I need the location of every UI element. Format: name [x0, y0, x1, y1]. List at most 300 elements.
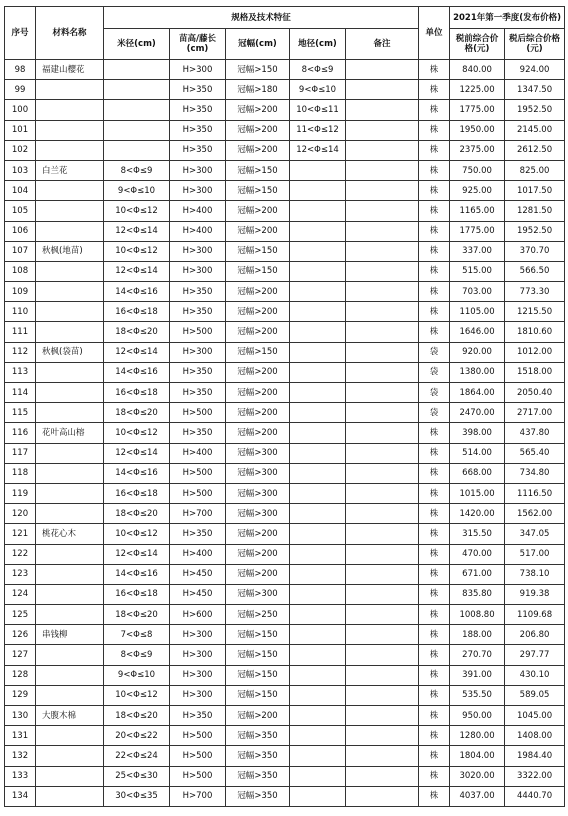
cell-seq: 115: [5, 403, 36, 423]
cell-unit: 株: [419, 665, 450, 685]
cell-name: [36, 544, 104, 564]
cell-pre-tax-price: 1950.00: [450, 120, 505, 140]
cell-pre-tax-price: 1864.00: [450, 383, 505, 403]
cell-seq: 130: [5, 706, 36, 726]
cell-crown: 冠幅>200: [226, 544, 290, 564]
cell-unit: 株: [419, 120, 450, 140]
cell-post-tax-price: 1810.60: [505, 322, 565, 342]
cell-name: [36, 120, 104, 140]
table-row: [5, 685, 565, 705]
table-row: [5, 786, 565, 806]
cell-remark: [346, 362, 419, 382]
cell-rice-diameter: [104, 120, 170, 140]
cell-seq: 100: [5, 100, 36, 120]
cell-name: [36, 181, 104, 201]
header-pre-tax: 税前综合价格(元): [450, 29, 505, 60]
cell-name: 秋枫(地苗): [36, 241, 104, 261]
cell-ground-diameter: [290, 746, 346, 766]
cell-remark: [346, 201, 419, 221]
cell-remark: [346, 605, 419, 625]
cell-ground-diameter: [290, 383, 346, 403]
table-row: [5, 524, 565, 544]
cell-crown: 冠幅>150: [226, 625, 290, 645]
cell-post-tax-price: 1116.50: [505, 483, 565, 503]
cell-rice-diameter: 18<Φ≤20: [104, 605, 170, 625]
cell-ground-diameter: [290, 160, 346, 180]
table-row: [5, 423, 565, 443]
cell-remark: [346, 766, 419, 786]
cell-crown: 冠幅>180: [226, 80, 290, 100]
price-table-container: [4, 6, 564, 807]
cell-unit: 株: [419, 302, 450, 322]
cell-seq: 98: [5, 60, 36, 80]
header-rice-diameter: 米径(cm): [104, 29, 170, 60]
cell-unit: 株: [419, 706, 450, 726]
cell-unit: 株: [419, 645, 450, 665]
cell-crown: 冠幅>300: [226, 483, 290, 503]
cell-unit: 株: [419, 160, 450, 180]
cell-rice-diameter: 14<Φ≤16: [104, 282, 170, 302]
cell-height: H>350: [170, 524, 226, 544]
cell-unit: 株: [419, 322, 450, 342]
cell-ground-diameter: [290, 201, 346, 221]
cell-name: 串钱柳: [36, 625, 104, 645]
cell-seq: 111: [5, 322, 36, 342]
table-row: [5, 504, 565, 524]
cell-ground-diameter: 12<Φ≤14: [290, 140, 346, 160]
cell-height: H>500: [170, 403, 226, 423]
cell-name: [36, 645, 104, 665]
cell-post-tax-price: 437.80: [505, 423, 565, 443]
cell-unit: 株: [419, 181, 450, 201]
cell-seq: 108: [5, 261, 36, 281]
header-period: 2021年第一季度(发布价格): [450, 7, 565, 29]
cell-post-tax-price: 370.70: [505, 241, 565, 261]
cell-seq: 119: [5, 483, 36, 503]
cell-rice-diameter: 18<Φ≤20: [104, 403, 170, 423]
cell-unit: 株: [419, 544, 450, 564]
cell-name: [36, 383, 104, 403]
cell-pre-tax-price: 1420.00: [450, 504, 505, 524]
table-row: [5, 766, 565, 786]
cell-name: [36, 766, 104, 786]
cell-post-tax-price: 1215.50: [505, 302, 565, 322]
cell-crown: 冠幅>200: [226, 362, 290, 382]
cell-rice-diameter: 14<Φ≤16: [104, 463, 170, 483]
cell-unit: 株: [419, 605, 450, 625]
table-row: [5, 261, 565, 281]
cell-ground-diameter: [290, 766, 346, 786]
cell-ground-diameter: [290, 261, 346, 281]
cell-ground-diameter: [290, 181, 346, 201]
cell-rice-diameter: 9<Φ≤10: [104, 181, 170, 201]
cell-crown: 冠幅>150: [226, 160, 290, 180]
cell-unit: 株: [419, 584, 450, 604]
cell-rice-diameter: 7<Φ≤8: [104, 625, 170, 645]
cell-crown: 冠幅>150: [226, 241, 290, 261]
cell-remark: [346, 584, 419, 604]
cell-rice-diameter: 16<Φ≤18: [104, 483, 170, 503]
cell-remark: [346, 544, 419, 564]
cell-remark: [346, 625, 419, 645]
cell-unit: 株: [419, 726, 450, 746]
cell-post-tax-price: 1017.50: [505, 181, 565, 201]
table-row: [5, 241, 565, 261]
cell-seq: 101: [5, 120, 36, 140]
cell-height: H>350: [170, 706, 226, 726]
cell-name: [36, 443, 104, 463]
cell-name: [36, 463, 104, 483]
cell-seq: 116: [5, 423, 36, 443]
cell-height: H>350: [170, 383, 226, 403]
cell-height: H>350: [170, 80, 226, 100]
cell-crown: 冠幅>350: [226, 786, 290, 806]
cell-seq: 103: [5, 160, 36, 180]
cell-unit: 株: [419, 282, 450, 302]
cell-ground-diameter: [290, 463, 346, 483]
table-row: [5, 181, 565, 201]
cell-crown: 冠幅>150: [226, 645, 290, 665]
cell-ground-diameter: [290, 221, 346, 241]
cell-rice-diameter: 8<Φ≤9: [104, 160, 170, 180]
cell-unit: 株: [419, 483, 450, 503]
cell-pre-tax-price: 750.00: [450, 160, 505, 180]
cell-rice-diameter: 12<Φ≤14: [104, 261, 170, 281]
cell-post-tax-price: 734.80: [505, 463, 565, 483]
cell-post-tax-price: 1045.00: [505, 706, 565, 726]
cell-remark: [346, 282, 419, 302]
cell-crown: 冠幅>200: [226, 302, 290, 322]
cell-remark: [346, 383, 419, 403]
cell-height: H>500: [170, 463, 226, 483]
cell-post-tax-price: 347.05: [505, 524, 565, 544]
cell-seq: 123: [5, 564, 36, 584]
cell-seq: 120: [5, 504, 36, 524]
cell-unit: 袋: [419, 383, 450, 403]
cell-post-tax-price: 1518.00: [505, 362, 565, 382]
cell-crown: 冠幅>200: [226, 201, 290, 221]
table-row: [5, 483, 565, 503]
cell-remark: [346, 160, 419, 180]
cell-height: H>300: [170, 625, 226, 645]
cell-post-tax-price: 1109.68: [505, 605, 565, 625]
cell-name: 秋枫(袋苗): [36, 342, 104, 362]
cell-height: H>350: [170, 120, 226, 140]
cell-unit: 株: [419, 60, 450, 80]
cell-crown: 冠幅>200: [226, 524, 290, 544]
cell-ground-diameter: [290, 322, 346, 342]
cell-crown: 冠幅>300: [226, 504, 290, 524]
table-row: [5, 383, 565, 403]
cell-seq: 128: [5, 665, 36, 685]
table-row: [5, 302, 565, 322]
cell-ground-diameter: [290, 544, 346, 564]
cell-unit: 袋: [419, 403, 450, 423]
cell-height: H>350: [170, 140, 226, 160]
cell-remark: [346, 524, 419, 544]
table-row: [5, 282, 565, 302]
cell-post-tax-price: 1952.50: [505, 100, 565, 120]
cell-unit: 株: [419, 80, 450, 100]
cell-height: H>400: [170, 544, 226, 564]
cell-seq: 114: [5, 383, 36, 403]
cell-pre-tax-price: 925.00: [450, 181, 505, 201]
cell-crown: 冠幅>350: [226, 746, 290, 766]
cell-remark: [346, 342, 419, 362]
cell-remark: [346, 241, 419, 261]
table-row: [5, 342, 565, 362]
cell-crown: 冠幅>200: [226, 706, 290, 726]
header-remark: 备注: [346, 29, 419, 60]
cell-seq: 112: [5, 342, 36, 362]
cell-ground-diameter: [290, 423, 346, 443]
cell-unit: 袋: [419, 342, 450, 362]
cell-height: H>500: [170, 322, 226, 342]
cell-pre-tax-price: 188.00: [450, 625, 505, 645]
cell-name: [36, 282, 104, 302]
cell-name: 白兰花: [36, 160, 104, 180]
cell-seq: 124: [5, 584, 36, 604]
cell-seq: 106: [5, 221, 36, 241]
cell-rice-diameter: 16<Φ≤18: [104, 383, 170, 403]
cell-post-tax-price: 1562.00: [505, 504, 565, 524]
cell-height: H>500: [170, 726, 226, 746]
cell-ground-diameter: [290, 241, 346, 261]
cell-name: [36, 746, 104, 766]
cell-height: H>300: [170, 342, 226, 362]
cell-remark: [346, 181, 419, 201]
cell-unit: 株: [419, 766, 450, 786]
cell-pre-tax-price: 1646.00: [450, 322, 505, 342]
cell-remark: [346, 665, 419, 685]
cell-crown: 冠幅>150: [226, 342, 290, 362]
cell-ground-diameter: [290, 726, 346, 746]
cell-crown: 冠幅>250: [226, 605, 290, 625]
cell-name: [36, 322, 104, 342]
cell-pre-tax-price: 514.00: [450, 443, 505, 463]
cell-remark: [346, 463, 419, 483]
cell-ground-diameter: [290, 706, 346, 726]
table-row: [5, 625, 565, 645]
cell-height: H>700: [170, 786, 226, 806]
cell-post-tax-price: 297.77: [505, 645, 565, 665]
cell-post-tax-price: 1408.00: [505, 726, 565, 746]
cell-rice-diameter: 12<Φ≤14: [104, 342, 170, 362]
cell-seq: 126: [5, 625, 36, 645]
cell-seq: 102: [5, 140, 36, 160]
cell-rice-diameter: 8<Φ≤9: [104, 645, 170, 665]
cell-name: [36, 665, 104, 685]
cell-name: [36, 403, 104, 423]
cell-crown: 冠幅>200: [226, 140, 290, 160]
cell-post-tax-price: 3322.00: [505, 766, 565, 786]
cell-post-tax-price: 565.40: [505, 443, 565, 463]
cell-unit: 株: [419, 140, 450, 160]
cell-crown: 冠幅>200: [226, 120, 290, 140]
header-name: 材料名称: [36, 7, 104, 60]
cell-pre-tax-price: 2470.00: [450, 403, 505, 423]
table-row: [5, 584, 565, 604]
cell-pre-tax-price: 1165.00: [450, 201, 505, 221]
cell-pre-tax-price: 2375.00: [450, 140, 505, 160]
cell-seq: 133: [5, 766, 36, 786]
cell-height: H>450: [170, 584, 226, 604]
cell-height: H>350: [170, 282, 226, 302]
cell-name: [36, 201, 104, 221]
table-row: [5, 564, 565, 584]
table-row: [5, 60, 565, 80]
table-row: [5, 201, 565, 221]
cell-seq: 118: [5, 463, 36, 483]
cell-name: [36, 605, 104, 625]
cell-rice-diameter: 20<Φ≤22: [104, 726, 170, 746]
table-row: [5, 140, 565, 160]
cell-post-tax-price: 1281.50: [505, 201, 565, 221]
cell-pre-tax-price: 3020.00: [450, 766, 505, 786]
cell-rice-diameter: [104, 100, 170, 120]
header-ground-diameter: 地径(cm): [290, 29, 346, 60]
cell-crown: 冠幅>350: [226, 726, 290, 746]
cell-pre-tax-price: 398.00: [450, 423, 505, 443]
cell-pre-tax-price: 515.00: [450, 261, 505, 281]
cell-unit: 株: [419, 221, 450, 241]
header-post-tax: 税后综合价格(元): [505, 29, 565, 60]
table-row: [5, 645, 565, 665]
cell-pre-tax-price: 4037.00: [450, 786, 505, 806]
cell-height: H>300: [170, 241, 226, 261]
cell-rice-diameter: 14<Φ≤16: [104, 564, 170, 584]
cell-name: [36, 564, 104, 584]
table-row: [5, 403, 565, 423]
cell-name: [36, 786, 104, 806]
cell-seq: 129: [5, 685, 36, 705]
cell-remark: [346, 60, 419, 80]
cell-height: H>500: [170, 766, 226, 786]
cell-name: [36, 221, 104, 241]
cell-post-tax-price: 2050.40: [505, 383, 565, 403]
cell-ground-diameter: [290, 645, 346, 665]
cell-remark: [346, 140, 419, 160]
cell-height: H>400: [170, 221, 226, 241]
cell-remark: [346, 726, 419, 746]
cell-unit: 株: [419, 201, 450, 221]
cell-rice-diameter: [104, 80, 170, 100]
cell-ground-diameter: [290, 403, 346, 423]
cell-crown: 冠幅>200: [226, 423, 290, 443]
cell-seq: 134: [5, 786, 36, 806]
cell-crown: 冠幅>150: [226, 181, 290, 201]
cell-seq: 127: [5, 645, 36, 665]
cell-pre-tax-price: 470.00: [450, 544, 505, 564]
cell-rice-diameter: 12<Φ≤14: [104, 221, 170, 241]
cell-post-tax-price: 773.30: [505, 282, 565, 302]
table-row: [5, 665, 565, 685]
cell-remark: [346, 100, 419, 120]
cell-remark: [346, 120, 419, 140]
cell-height: H>350: [170, 100, 226, 120]
cell-post-tax-price: 2717.00: [505, 403, 565, 423]
cell-rice-diameter: 30<Φ≤35: [104, 786, 170, 806]
cell-pre-tax-price: 668.00: [450, 463, 505, 483]
cell-remark: [346, 645, 419, 665]
cell-pre-tax-price: 1280.00: [450, 726, 505, 746]
cell-seq: 105: [5, 201, 36, 221]
cell-ground-diameter: [290, 685, 346, 705]
table-row: [5, 463, 565, 483]
cell-pre-tax-price: 835.80: [450, 584, 505, 604]
cell-rice-diameter: 25<Φ≤30: [104, 766, 170, 786]
table-row: [5, 706, 565, 726]
cell-name: [36, 504, 104, 524]
cell-rice-diameter: 10<Φ≤12: [104, 685, 170, 705]
cell-pre-tax-price: 1775.00: [450, 221, 505, 241]
cell-rice-diameter: 12<Φ≤14: [104, 544, 170, 564]
cell-pre-tax-price: 315.50: [450, 524, 505, 544]
cell-ground-diameter: [290, 504, 346, 524]
cell-pre-tax-price: 840.00: [450, 60, 505, 80]
cell-unit: 株: [419, 241, 450, 261]
cell-height: H>300: [170, 261, 226, 281]
cell-crown: 冠幅>200: [226, 282, 290, 302]
cell-remark: [346, 746, 419, 766]
cell-ground-diameter: [290, 625, 346, 645]
header-row-1: [5, 7, 565, 29]
cell-seq: 122: [5, 544, 36, 564]
cell-unit: 株: [419, 746, 450, 766]
cell-name: [36, 362, 104, 382]
cell-rice-diameter: 18<Φ≤20: [104, 504, 170, 524]
cell-rice-diameter: 16<Φ≤18: [104, 302, 170, 322]
cell-pre-tax-price: 270.70: [450, 645, 505, 665]
cell-ground-diameter: [290, 524, 346, 544]
cell-ground-diameter: 10<Φ≤11: [290, 100, 346, 120]
cell-rice-diameter: 14<Φ≤16: [104, 362, 170, 382]
cell-pre-tax-price: 1105.00: [450, 302, 505, 322]
cell-rice-diameter: 10<Φ≤12: [104, 201, 170, 221]
cell-rice-diameter: 18<Φ≤20: [104, 322, 170, 342]
cell-post-tax-price: 517.00: [505, 544, 565, 564]
table-row: [5, 605, 565, 625]
cell-rice-diameter: 12<Φ≤14: [104, 443, 170, 463]
cell-unit: 株: [419, 504, 450, 524]
cell-crown: 冠幅>200: [226, 383, 290, 403]
cell-seq: 104: [5, 181, 36, 201]
price-table: [4, 6, 565, 807]
cell-name: [36, 685, 104, 705]
cell-rice-diameter: 16<Φ≤18: [104, 584, 170, 604]
cell-post-tax-price: 825.00: [505, 160, 565, 180]
cell-pre-tax-price: 1804.00: [450, 746, 505, 766]
cell-ground-diameter: [290, 605, 346, 625]
cell-seq: 125: [5, 605, 36, 625]
cell-ground-diameter: [290, 443, 346, 463]
cell-ground-diameter: 11<Φ≤12: [290, 120, 346, 140]
cell-remark: [346, 221, 419, 241]
header-unit: 单位: [419, 7, 450, 60]
cell-crown: 冠幅>200: [226, 322, 290, 342]
cell-ground-diameter: [290, 302, 346, 322]
cell-crown: 冠幅>300: [226, 443, 290, 463]
cell-seq: 110: [5, 302, 36, 322]
cell-name: 桃花心木: [36, 524, 104, 544]
cell-name: [36, 726, 104, 746]
cell-ground-diameter: [290, 362, 346, 382]
cell-post-tax-price: 1347.50: [505, 80, 565, 100]
table-row: [5, 100, 565, 120]
cell-remark: [346, 483, 419, 503]
cell-name: [36, 584, 104, 604]
cell-pre-tax-price: 337.00: [450, 241, 505, 261]
